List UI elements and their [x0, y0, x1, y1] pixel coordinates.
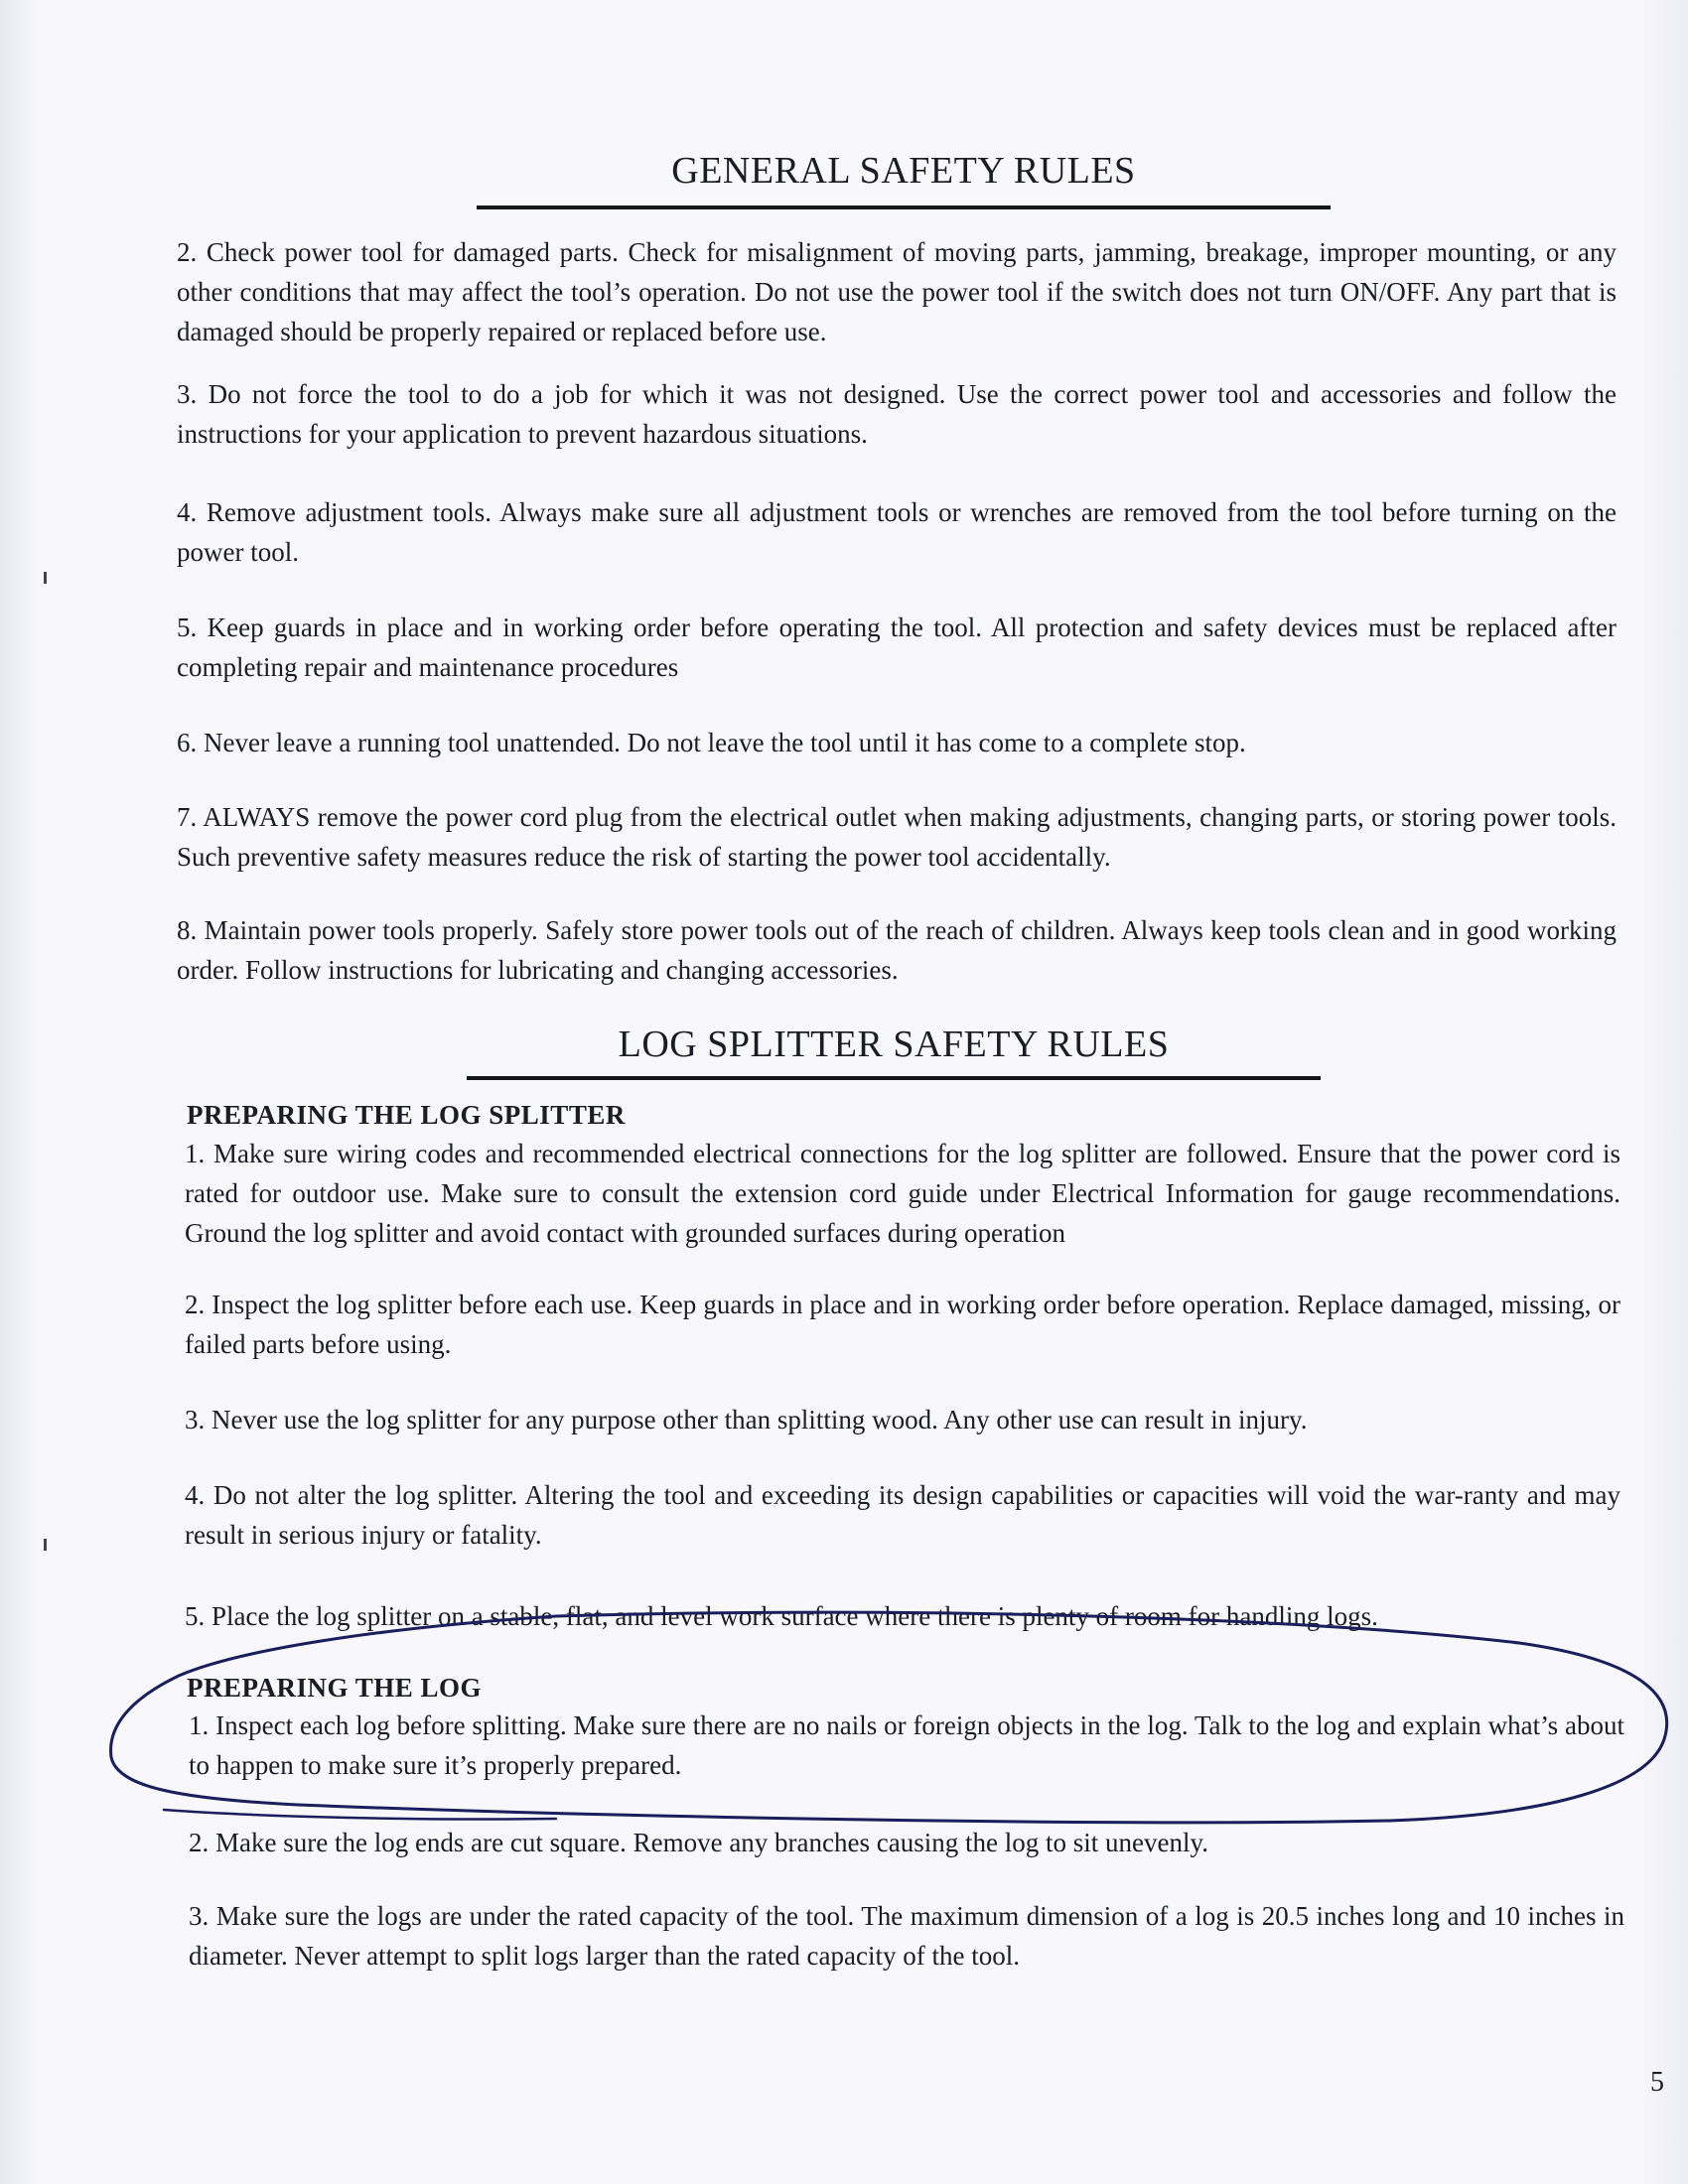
binding-mark [44, 572, 47, 584]
general-rule-item: 8. Maintain power tools properly. Safely store power tools out of the reach of children. Always keep tools clean and in good working order. Follow instructions for lubricating and changing accessories. [177, 915, 1617, 985]
general-rule-item: 6. Never leave a running tool unattended. Do not leave the tool until it has come to a complete stop. [177, 728, 1246, 757]
splitter-rule-item: 1. Make sure wiring codes and recommended electrical connections for the log splitter are followed. Ensure that the power cord is rated for outdoor use. Make sure to consult the extension cord guide under Electrical Information for gauge recommendations. Ground the log splitter and avoid contact with grounded surfaces during operation [185, 1139, 1620, 1248]
preparing-log-heading: PREPARING THE LOG [187, 1673, 483, 1703]
general-rule-item: 2. Check power tool for damaged parts. Check for misalignment of moving parts, jamming, breakage, improper mounting, or any other conditions that may affect the tool’s operation. Do not use the power tool if the switch does not turn ON/OFF. Any part that is damaged should be properly repaired or replaced before use. [177, 237, 1617, 346]
splitter-rule-item: 2. Inspect the log splitter before each use. Keep guards in place and in working order before operation. Replace damaged, missing, or failed parts before using. [185, 1290, 1620, 1359]
preparing-splitter-heading: PREPARING THE LOG SPLITTER [187, 1100, 626, 1130]
log-rule-item: 3. Make sure the logs are under the rated capacity of the tool. The maximum dimension of a log is 20.5 inches long and 10 inches in diameter. Never attempt to split logs larger than the rated capacity of the tool. [189, 1901, 1624, 1971]
binding-mark [44, 1539, 47, 1551]
title-underline [467, 1076, 1321, 1080]
title-underline [477, 205, 1331, 209]
log-splitter-title: LOG SPLITTER SAFETY RULES [618, 1024, 1170, 1065]
splitter-rule-item: 3. Never use the log splitter for any purpose other than splitting wood. Any other use can result in injury. [185, 1405, 1308, 1434]
page-number: 5 [1650, 2067, 1664, 2098]
general-rule-item: 7. ALWAYS remove the power cord plug from the electrical outlet when making adjustments, changing parts, or storing power tools. Such preventive safety measures reduce the risk of starting the power tool accidentally. [177, 802, 1617, 872]
general-rule-item: 5. Keep guards in place and in working order before operating the tool. All protection and safety devices must be replaced after completing repair and maintenance procedures [177, 613, 1617, 682]
log-rule-item: 1. Inspect each log before splitting. Make sure there are no nails or foreign objects in the log. Talk to the log and explain what’s about to happen to make sure it’s properly prepared. [189, 1710, 1624, 1780]
general-rule-item: 4. Remove adjustment tools. Always make sure all adjustment tools or wrenches are removed from the tool before turning on the power tool. [177, 497, 1617, 567]
general-rule-item: 3. Do not force the tool to do a job for which it was not designed. Use the correct power tool and accessories and follow the instructions for your application to prevent hazardous situations. [177, 379, 1617, 449]
splitter-rule-item: 5. Place the log splitter on a stable, flat, and level work surface where there is plenty of room for handling logs. [185, 1601, 1378, 1631]
log-rule-item: 2. Make sure the log ends are cut square. Remove any branches causing the log to sit unevenly. [189, 1828, 1208, 1857]
splitter-rule-item: 4. Do not alter the log splitter. Altering the tool and exceeding its design capabilities or capacities will void the war-ranty and may result in serious injury or fatality. [185, 1480, 1620, 1550]
general-safety-title: GENERAL SAFETY RULES [671, 150, 1136, 192]
